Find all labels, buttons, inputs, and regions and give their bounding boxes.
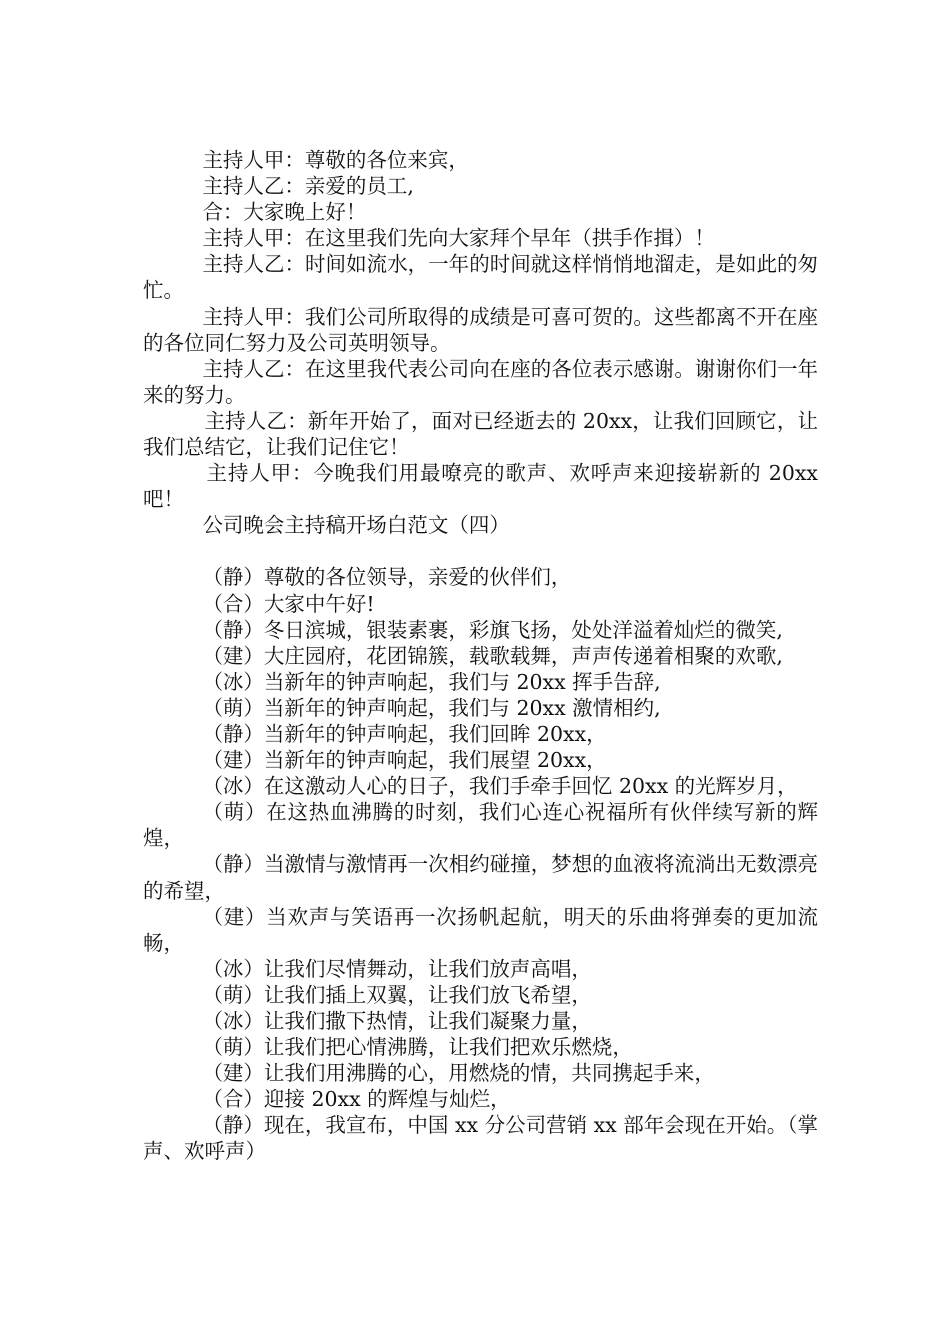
paragraph: （冰）在这激动人心的日子，我们手牵手回忆 20xx 的光辉岁月，: [202, 774, 798, 799]
section-heading: 公司晚会主持稿开场白范文（四）: [202, 513, 510, 538]
paragraph: （萌）当新年的钟声响起，我们与 20xx 激情相约,: [202, 695, 661, 720]
document-body: [143, 147, 818, 1165]
paragraph: （静）现在，我宣布，中国 xx 分公司营销 xx 部年会现在开始。（掌声、欢呼声）: [143, 1113, 818, 1164]
paragraph: （建）大庄园府，花团锦簇，载歌载舞，声声传递着相聚的欢歌,: [202, 643, 783, 668]
paragraph: （冰）让我们撒下热情，让我们凝聚力量，: [202, 1009, 592, 1033]
paragraph: （建）让我们用沸腾的心，用燃烧的情，共同携起手来，: [202, 1061, 715, 1086]
paragraph: 主持人甲：今晚我们用最嘹亮的歌声、欢呼声来迎接崭新的 20xx 吧！: [143, 461, 818, 512]
paragraph: （静）尊敬的各位领导，亲爱的伙伴们，: [202, 565, 572, 590]
paragraph: （建）当新年的钟声响起，我们展望 20xx，: [202, 748, 607, 773]
paragraph: 主持人乙：时间如流水，一年的时间就这样悄悄地溜走，是如此的匆忙。: [143, 252, 818, 303]
paragraph: （萌）让我们把心情沸腾，让我们把欢乐燃烧，: [202, 1035, 633, 1060]
paragraph: （合）大家中午好!: [202, 591, 375, 616]
paragraph: （冰）当新年的钟声响起，我们与 20xx 挥手告辞,: [202, 669, 661, 694]
paragraph: 主持人乙：在这里我代表公司向在座的各位表示感谢。谢谢你们一年来的努力。: [143, 356, 818, 407]
paragraph: 主持人乙：新年开始了，面对已经逝去的 20xx，让我们回顾它，让我们总结它，让我们记住它！: [143, 408, 818, 460]
paragraph: （静）当激情与激情再一次相约碰撞，梦想的血液将流淌出无数漂亮的希望，: [143, 852, 818, 903]
paragraph: 主持人甲：尊敬的各位来宾，: [202, 148, 469, 172]
paragraph: 主持人甲：我们公司所取得的成绩是可喜可贺的。这些都离不开在座的各位同仁努力及公司英明领导。: [143, 304, 818, 355]
paragraph: （合）迎接 20xx 的辉煌与灿烂，: [202, 1087, 511, 1112]
paragraph: 主持人乙：亲爱的员工,: [202, 174, 414, 199]
paragraph: （萌）在这热血沸腾的时刻，我们心连心祝福所有伙伴续写新的辉煌，: [143, 800, 818, 851]
paragraph: （萌）让我们插上双翼，让我们放飞希望，: [202, 982, 592, 1007]
paragraph: （静）当新年的钟声响起，我们回眸 20xx，: [202, 721, 607, 746]
paragraph: （冰）让我们尽情舞动，让我们放声高唱，: [202, 956, 592, 981]
paragraph: 主持人甲：在这里我们先向大家拜个早年（拱手作揖）！: [202, 226, 715, 251]
paragraph: 合：大家晚上好！: [202, 200, 367, 225]
paragraph: （静）冬日滨城，银装素裹，彩旗飞扬，处处洋溢着灿烂的微笑,: [202, 617, 783, 642]
blank-line: [143, 538, 818, 564]
paragraph: （建）当欢声与笑语再一次扬帆起航，明天的乐曲将弹奏的更加流畅，: [143, 904, 818, 955]
